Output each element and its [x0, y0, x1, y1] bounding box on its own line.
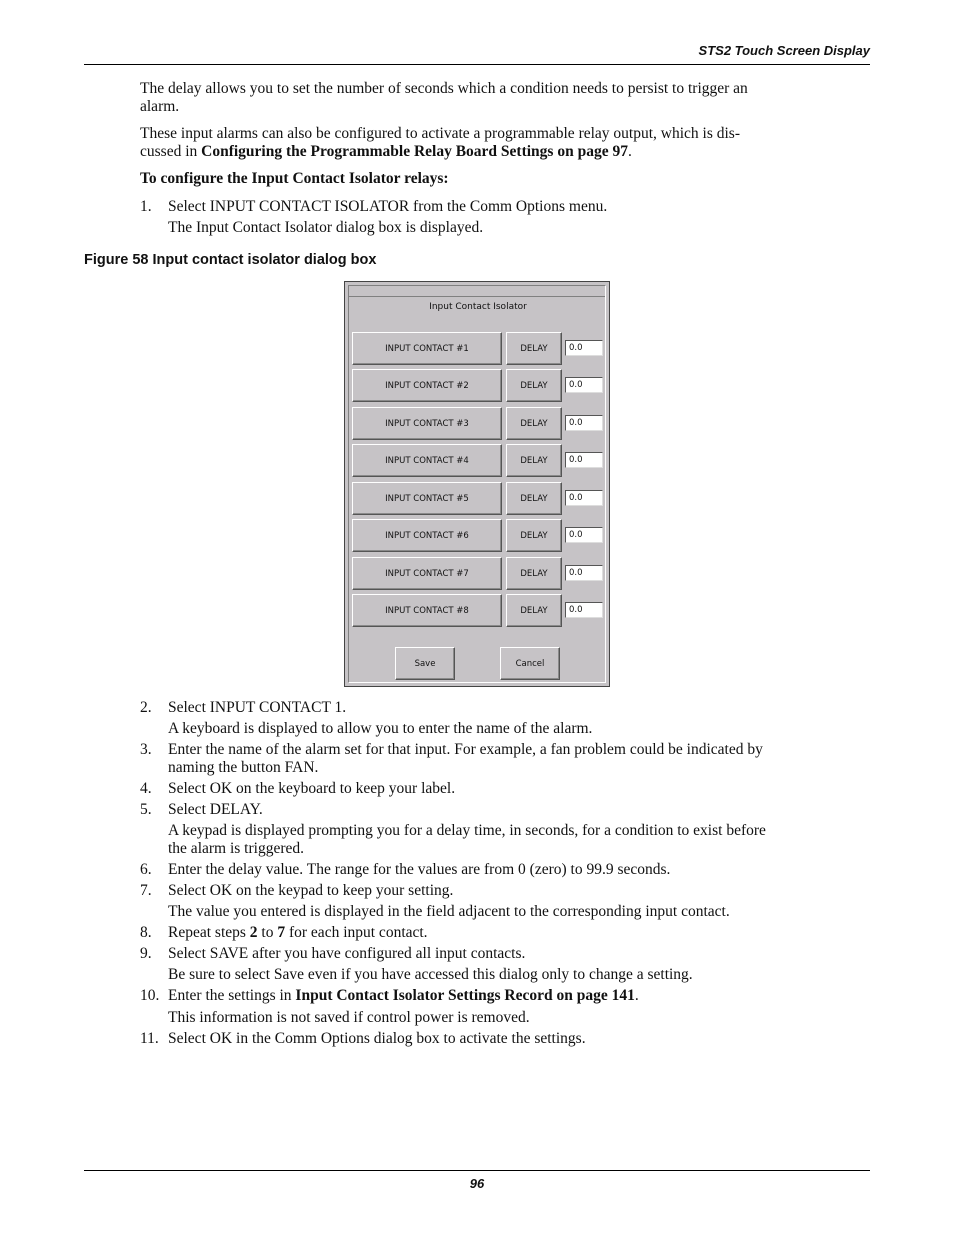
running-header: STS2 Touch Screen Display: [698, 43, 870, 58]
input-contact-2-button[interactable]: INPUT CONTACT #2: [352, 369, 502, 402]
delay-8-field[interactable]: 0.0: [565, 602, 603, 618]
cancel-button[interactable]: Cancel: [500, 647, 560, 680]
delay-1-button[interactable]: DELAY: [506, 332, 562, 365]
contact-row-4: [352, 444, 604, 477]
step-7-text: Select OK on the keypad to keep your setting.: [168, 882, 454, 899]
contact-row-8: [352, 594, 604, 627]
contact-row-5: [352, 482, 604, 515]
step-5-note-line2: the alarm is triggered.: [168, 840, 305, 857]
contact-row-7: [352, 557, 604, 590]
delay-6-button[interactable]: DELAY: [506, 519, 562, 552]
intro-paragraph-1: [140, 80, 852, 116]
step-9-text: Select SAVE after you have configured all input contacts.: [168, 945, 526, 962]
contact-row-6: [352, 519, 604, 552]
step-8-number: 8.: [140, 924, 152, 941]
step-ref-7: 7: [277, 924, 286, 941]
input-contact-3-button[interactable]: INPUT CONTACT #3: [352, 407, 502, 440]
procedure-heading-text: To configure the Input Contact Isolator relays:: [140, 170, 449, 187]
step-2-text: Select INPUT CONTACT 1.: [168, 699, 347, 716]
step-11-number: 11.: [140, 1030, 159, 1047]
delay-4-button[interactable]: DELAY: [506, 444, 562, 477]
input-contact-8-button[interactable]: INPUT CONTACT #8: [352, 594, 502, 627]
step-7-note: The value you entered is displayed in the field adjacent to the corresponding input contact.: [168, 903, 730, 920]
step-4-text: Select OK on the keyboard to keep your label.: [168, 780, 456, 797]
delay-7-field[interactable]: 0.0: [565, 565, 603, 581]
figure-caption: Figure 58 Input contact isolator dialog box: [84, 252, 377, 268]
step-9-note: Be sure to select Save even if you have accessed this dialog only to change a setting.: [168, 966, 693, 983]
intro-paragraph-2: [140, 125, 852, 161]
step-5-note-line1: A keypad is displayed prompting you for a delay time, in seconds, for a condition to exist before: [168, 822, 766, 839]
delay-7-button[interactable]: DELAY: [506, 557, 562, 590]
step-7-number: 7.: [140, 882, 152, 899]
step-ref-2: 2: [249, 924, 258, 941]
step-5-number: 5.: [140, 801, 152, 818]
delay-3-button[interactable]: DELAY: [506, 407, 562, 440]
step-1-note: The Input Contact Isolator dialog box is displayed.: [168, 219, 484, 236]
relay-board-reference: Configuring the Programmable Relay Board Settings on page 97: [201, 143, 628, 160]
settings-record-reference: Input Contact Isolator Settings Record on page 141: [295, 987, 635, 1004]
step-6-number: 6.: [140, 861, 152, 878]
step-3-number: 3.: [140, 741, 152, 758]
delay-5-field[interactable]: 0.0: [565, 490, 603, 506]
step-4-number: 4.: [140, 780, 152, 797]
input-contact-1-button[interactable]: INPUT CONTACT #1: [352, 332, 502, 365]
dialog-top-bar: [349, 284, 605, 297]
intro-p1-line2: alarm.: [140, 98, 180, 115]
delay-2-field[interactable]: 0.0: [565, 377, 603, 393]
step-2-note: A keyboard is displayed to allow you to enter the name of the alarm.: [168, 720, 593, 737]
intro-p1-line1: The delay allows you to set the number of seconds which a condition needs to persist to trigger an: [140, 80, 748, 97]
delay-6-field[interactable]: 0.0: [565, 527, 603, 543]
step-8-mid: to: [257, 924, 278, 941]
step-2-number: 2.: [140, 699, 152, 716]
delay-5-button[interactable]: DELAY: [506, 482, 562, 515]
delay-3-field[interactable]: 0.0: [565, 415, 603, 431]
intro-p2-suffix: .: [627, 143, 632, 160]
input-contact-6-button[interactable]: INPUT CONTACT #6: [352, 519, 502, 552]
step-8-prefix: Repeat steps: [168, 924, 250, 941]
save-button[interactable]: Save: [395, 647, 455, 680]
delay-2-button[interactable]: DELAY: [506, 369, 562, 402]
header-rule: [84, 64, 870, 65]
step-10-suffix: .: [634, 987, 639, 1004]
step-10-prefix: Enter the settings in: [168, 987, 296, 1004]
contact-row-3: [352, 407, 604, 440]
step-5-text: Select DELAY.: [168, 801, 263, 818]
step-3-line2: naming the button FAN.: [168, 759, 319, 776]
step-5-note: [168, 822, 868, 858]
contact-row-1: [352, 332, 604, 365]
input-contact-isolator-dialog: [344, 281, 610, 687]
delay-4-field[interactable]: 0.0: [565, 452, 603, 468]
step-10-note: This information is not saved if control power is removed.: [168, 1009, 530, 1026]
step-3-line1: Enter the name of the alarm set for that input. For example, a fan problem could be indicated by: [168, 741, 763, 758]
dialog-title: Input Contact Isolator: [429, 302, 527, 312]
page-number: 96: [469, 1176, 485, 1191]
delay-8-button[interactable]: DELAY: [506, 594, 562, 627]
input-contact-7-button[interactable]: INPUT CONTACT #7: [352, 557, 502, 590]
step-3-text: [168, 741, 868, 777]
delay-1-field[interactable]: 0.0: [565, 340, 603, 356]
step-10-text: [168, 987, 868, 1005]
step-9-number: 9.: [140, 945, 152, 962]
intro-p2-line1: These input alarms can also be configured to activate a programmable relay output, which is dis-: [140, 125, 740, 142]
step-8-text: [168, 924, 868, 942]
procedure-heading: [140, 170, 852, 188]
contact-row-2: [352, 369, 604, 402]
input-contact-5-button[interactable]: INPUT CONTACT #5: [352, 482, 502, 515]
step-10-number: 10.: [140, 987, 160, 1004]
step-6-text: Enter the delay value. The range for the values are from 0 (zero) to 99.9 seconds.: [168, 861, 671, 878]
footer-rule: [84, 1170, 870, 1171]
step-11-text: Select OK in the Comm Options dialog box to activate the settings.: [168, 1030, 586, 1047]
intro-p2-prefix: cussed in: [140, 143, 202, 160]
step-1-number: 1.: [140, 198, 152, 215]
step-8-suffix: for each input contact.: [285, 924, 428, 941]
input-contact-4-button[interactable]: INPUT CONTACT #4: [352, 444, 502, 477]
step-1-text: Select INPUT CONTACT ISOLATOR from the Comm Options menu.: [168, 198, 608, 215]
